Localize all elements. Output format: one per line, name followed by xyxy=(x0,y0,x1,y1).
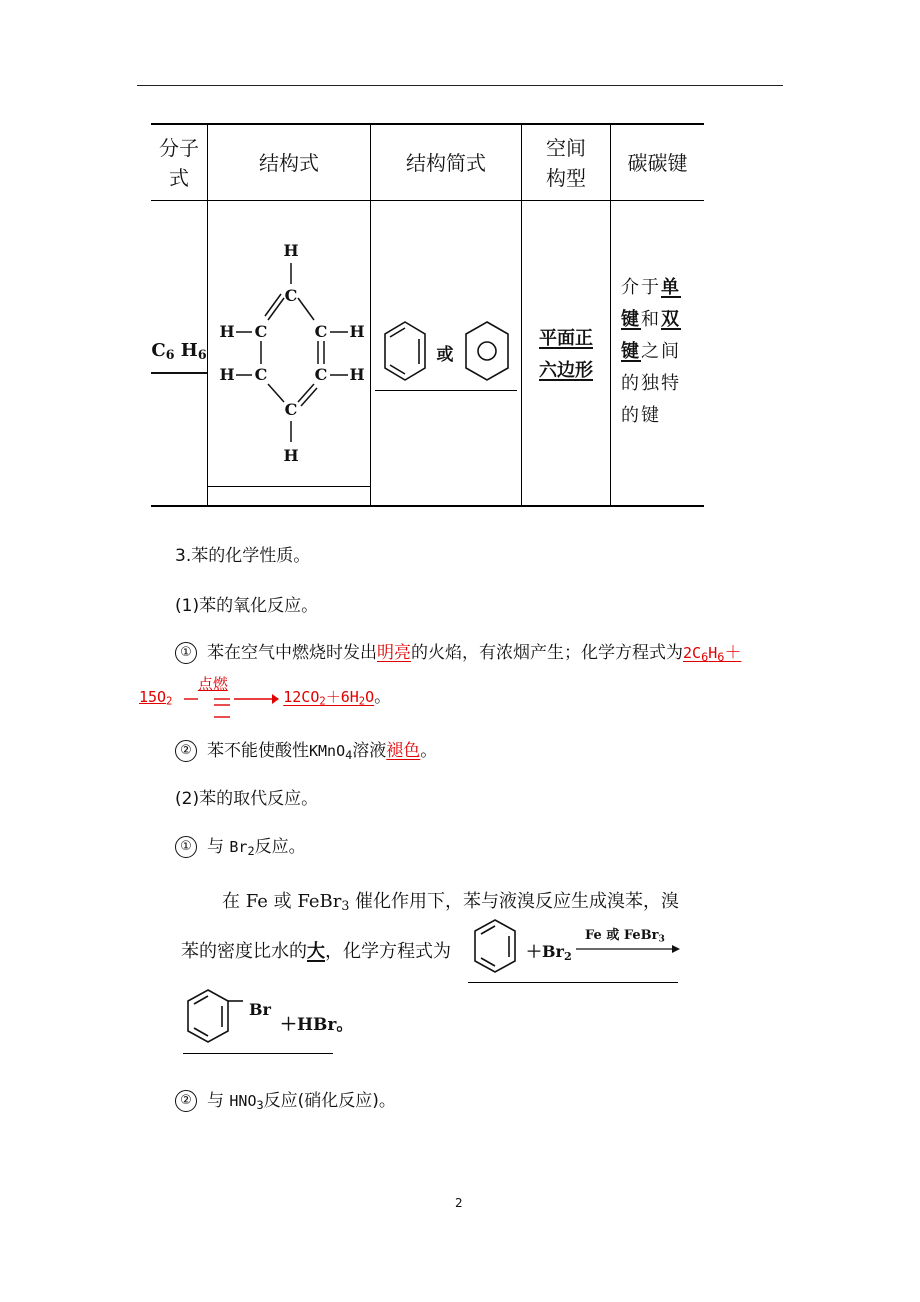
atom-c-lower-right: C xyxy=(314,365,328,384)
atom-c-bottom: C xyxy=(284,400,298,419)
atom-h-lower-right: H xyxy=(349,365,365,384)
header-formula: 分子 式 xyxy=(159,135,199,190)
reaction-arrow-icon xyxy=(184,687,279,721)
atom-c-top: C xyxy=(284,286,298,305)
header-cc-bond: 碳碳键 xyxy=(627,150,688,175)
atom-c-upper-right: C xyxy=(314,322,328,341)
reaction-arrow-icon xyxy=(576,943,680,955)
shape-value: 平面正 六边形 xyxy=(539,328,593,381)
atom-c-upper-left: C xyxy=(254,322,268,341)
ignition-condition: 点燃 xyxy=(197,675,228,693)
section-title: 3.苯的化学性质。 xyxy=(175,546,311,566)
item-kmno4: ② 苯不能使酸性KMnO$_4$溶液褪色。 xyxy=(175,736,437,762)
atom-h-upper-right: H xyxy=(349,322,365,341)
benzene-reactant-icon xyxy=(470,916,520,982)
plus-br2: $+Br_2$ xyxy=(526,942,572,963)
item-combustion: ① 苯在空气中燃烧时发出明亮的火焰，有浓烟产生；化学方程式为$2C_6H_6+$ xyxy=(175,638,741,664)
atom-h-upper-left: H xyxy=(219,322,235,341)
combustion-equation-line2: $15O_2$ 点燃 $12CO_2+6H_2O$。 xyxy=(139,682,391,708)
answer-underline xyxy=(468,982,678,983)
page-number: 2 xyxy=(455,1196,463,1210)
atom-h-top: H xyxy=(283,241,299,260)
subheading-oxidation: (1)苯的氧化反应。 xyxy=(175,596,319,616)
product-underline xyxy=(183,1053,333,1054)
atom-c-lower-left: C xyxy=(254,365,268,384)
br-substituent-label: Br xyxy=(249,1000,271,1019)
atom-h-lower-left: H xyxy=(219,365,235,384)
catalyst-condition: Fe 或 FeBr$_3$ xyxy=(585,928,665,945)
or-label: 或 xyxy=(436,345,454,365)
bromination-paragraph-line2: 苯的密度比水的大，化学方程式为 xyxy=(181,941,451,962)
item-hno3: ② 与 $HNO_3$反应(硝化反应)。 xyxy=(175,1086,396,1112)
header-simplified: 结构简式 xyxy=(406,150,486,175)
atom-h-bottom: H xyxy=(283,446,299,465)
plus-hbr: ＋HBr。 xyxy=(280,1015,354,1035)
bromination-paragraph-line1: 在 Fe 或 FeBr$_3$ 催化作用下，苯与液溴反应生成溴苯，溴 xyxy=(222,891,680,914)
item-br2: ① 与 $Br_2$反应。 xyxy=(175,832,306,858)
header-structural: 结构式 xyxy=(259,150,319,175)
formula-c6h6: $C_6$ $H_6$ xyxy=(151,330,207,380)
subheading-substitution: (2)苯的取代反应。 xyxy=(175,789,319,809)
header-shape: 空间 构型 xyxy=(546,135,586,190)
cc-bond-value: 介于单 键和双 键之间 的独特 的键 xyxy=(621,277,681,426)
